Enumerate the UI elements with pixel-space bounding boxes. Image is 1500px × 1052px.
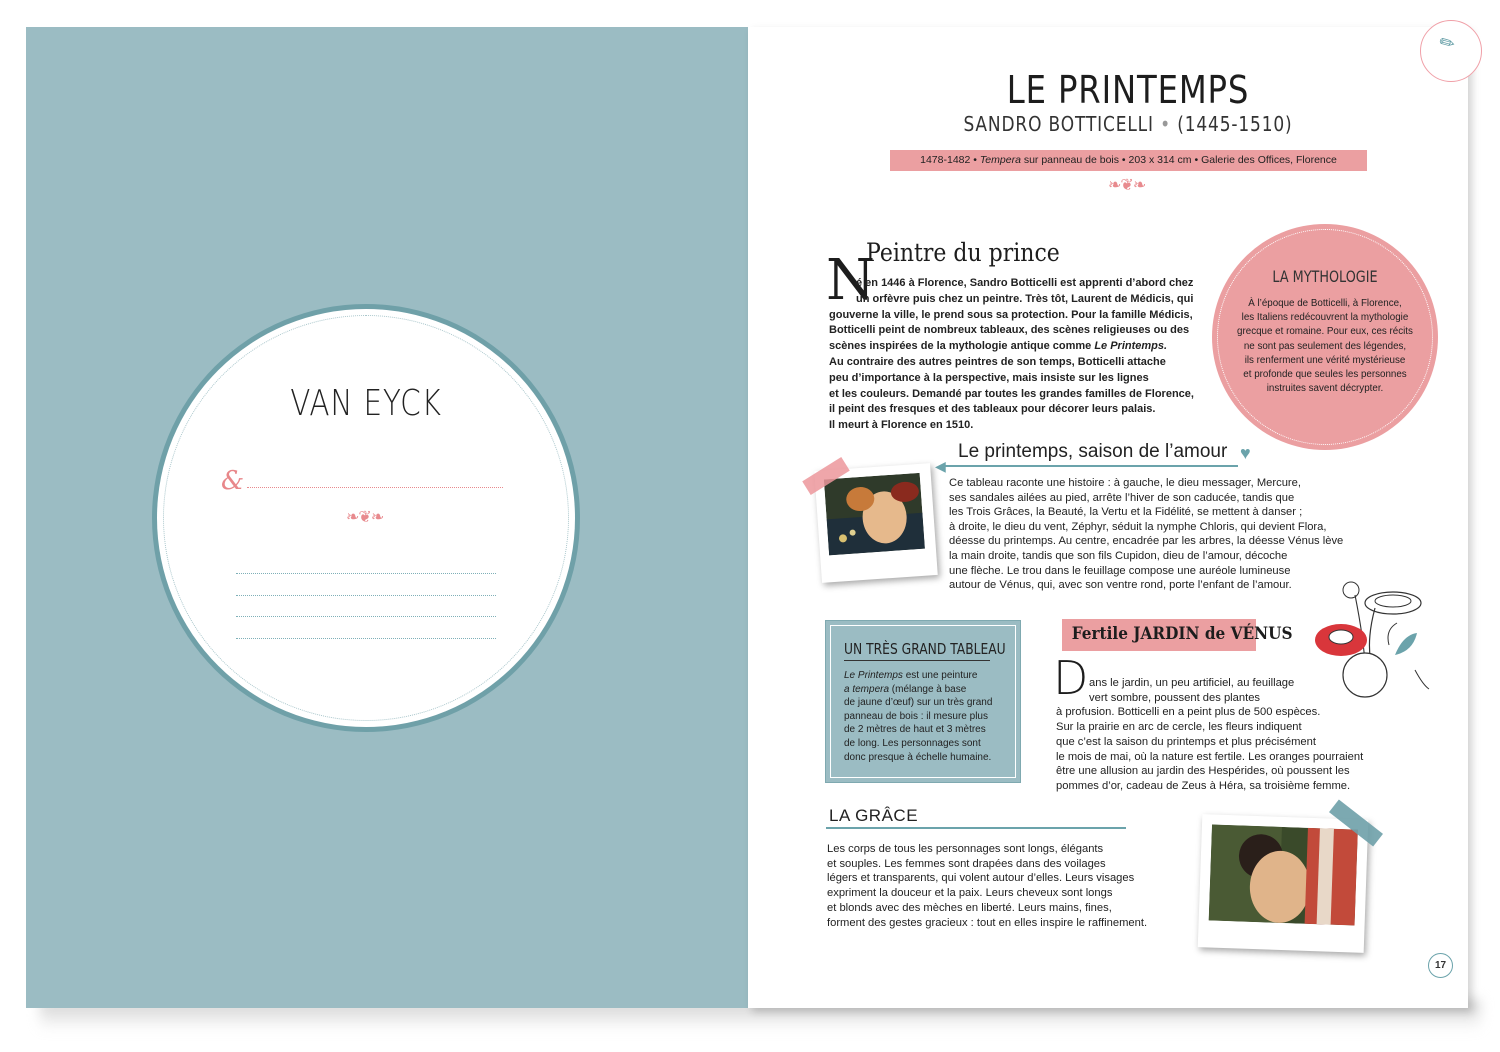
text-line: les Italiens redécouvrent la mythologie xyxy=(1241,312,1409,324)
artwork-technique-italic: Tempera xyxy=(979,154,1021,166)
page-number: 17 xyxy=(1428,953,1453,978)
text-line: et les couleurs. Demandé par toutes les grandes familles de Florence, xyxy=(829,387,1194,400)
dropcap: D xyxy=(1053,651,1089,705)
arrow-left-icon: ◀ xyxy=(935,458,946,474)
text-line: à profusion. Botticelli en a peint plus de 500 espèces. xyxy=(1056,706,1321,719)
text-line: légers et transparents, qui volent autour d’elles. Leurs visages xyxy=(827,872,1135,885)
artist-line xyxy=(805,112,1451,136)
text-line: donc presque à échelle humaine. xyxy=(844,751,992,763)
artist-name: SANDRO BOTTICELLI xyxy=(963,112,1154,136)
write-line[interactable] xyxy=(236,573,496,574)
heading-underline xyxy=(942,465,1238,467)
text-line: Botticelli peint de nombreux tableaux, des scènes religieuses ou des xyxy=(829,324,1190,337)
text-line: Sur la prairie en arc de cercle, les fleurs indiquent xyxy=(1056,721,1302,734)
artwork-location: Galerie des Offices, Florence xyxy=(1201,154,1337,166)
artwork-title-italic: Le Printemps xyxy=(844,670,903,681)
text-line: gouverne la ville, le prend sous sa protection. Pour la famille Médicis, xyxy=(829,308,1193,321)
text-line: Au contraire des autres peintres de son temps, Botticelli attache xyxy=(829,355,1166,368)
grand-tableau-title: UN TRÈS GRAND TABLEAU xyxy=(844,640,1006,658)
brush-icon: ✎ xyxy=(1435,30,1459,56)
text-line: que c’est la saison du printemps et plus précisément xyxy=(1056,735,1316,748)
text-line: la main droite, tandis que son fils Cupidon, dieu de l’amour, décoche xyxy=(949,549,1288,562)
text-line: une flèche. Le trou dans le feuillage compose une auréole lumineuse xyxy=(949,564,1291,577)
text-line: panneau de bois : il mesure plus xyxy=(844,710,988,722)
fertile-title: Fertile JARDIN de VÉNUS xyxy=(1071,624,1293,644)
text-line: expriment la douceur et la paix. Leurs cheveux sont longs xyxy=(827,887,1113,900)
text-line: de jaune d’œuf) sur un très grand xyxy=(844,697,993,709)
info-separator: • xyxy=(1191,154,1202,166)
text-line: le mois de mai, où la nature est fertile. Les oranges pourraient xyxy=(1056,750,1364,763)
text-line: peu d’importance à la perspective, mais insiste sur les lignes xyxy=(829,371,1149,384)
text-line: et blonds avec des mèches en liberté. Leurs mains, fines, xyxy=(827,901,1112,914)
text-line: les Trois Grâces, la Beauté, la Vertu et la Fidélité, se mettent à danser ; xyxy=(949,506,1303,519)
flower-illustration-icon xyxy=(1305,575,1435,700)
text-line: Ce tableau raconte une histoire : à gauche, le dieu messager, Mercure, xyxy=(949,477,1301,489)
text-line: Il meurt à Florence en 1510. xyxy=(829,419,974,432)
text-line: et profonde que seules les personnes xyxy=(1243,369,1407,381)
section-heading-saison: Le printemps, saison de l’amour xyxy=(958,441,1228,462)
mythologie-title: LA MYTHOLOGIE xyxy=(1272,267,1378,286)
grand-tableau-text xyxy=(844,669,1014,764)
artwork-title-italic: Le Printemps. xyxy=(1094,340,1168,353)
text-line: grecque et romaine. Pour eux, ces récits xyxy=(1237,326,1413,338)
text-line-part: scènes inspirées de la mythologie antique comme xyxy=(829,340,1095,353)
title-underline xyxy=(844,660,990,661)
write-line[interactable] xyxy=(236,616,496,617)
left-page-title: VAN EYCK xyxy=(290,383,442,424)
cupid-painting-image xyxy=(824,473,925,556)
heart-icon: ♥ xyxy=(1240,443,1251,463)
peintre-paragraph xyxy=(829,276,1194,434)
text-line xyxy=(844,683,1014,697)
text-line: et souples. Les femmes sont drapées dans des voilages xyxy=(827,857,1106,870)
artwork-years: 1478-1482 xyxy=(920,154,971,166)
text-line: instruites savent décrypter. xyxy=(1266,383,1384,395)
info-separator: • xyxy=(970,154,980,166)
heading-underline xyxy=(826,827,1126,829)
text-line: é en 1446 à Florence, Sandro Botticelli est apprenti d’abord chez xyxy=(856,277,1194,289)
text-line: un orfèvre puis chez un peintre. Très tôt, Laurent de Médicis, qui xyxy=(856,292,1194,305)
text-line: de 2 mètres de haut et 3 mètres xyxy=(844,724,986,736)
text-line-part: est une peinture xyxy=(902,670,978,681)
grace-paragraph xyxy=(827,842,1177,930)
text-line: ne sont pas seulement des légendes, xyxy=(1243,340,1407,352)
title-write-line[interactable] xyxy=(247,487,503,488)
section-heading-grace: LA GRÂCE xyxy=(829,806,919,825)
artwork-info-bar xyxy=(890,150,1367,171)
text-line: de long. Les personnages sont xyxy=(844,737,981,749)
ampersand: & xyxy=(221,466,245,496)
text-line: forment des gestes gracieux : tout en elles inspire le raffinement. xyxy=(827,916,1148,929)
text-line: déesse du printemps. Au centre, encadrée par les arbres, la déesse Vénus lève xyxy=(949,535,1344,548)
text-line xyxy=(829,339,1194,355)
write-line[interactable] xyxy=(236,638,496,639)
text-line: ses sandales ailées au pied, arrête l’hiver de son caducée, tandis que xyxy=(949,491,1295,504)
grace-painting-image xyxy=(1209,824,1358,925)
page-title: LE PRINTEMPS xyxy=(1006,68,1250,112)
text-line: il peint des fresques et des tableaux pour décorer leurs palais. xyxy=(829,403,1156,416)
artist-dates: (1445-1510) xyxy=(1177,112,1293,136)
text-line xyxy=(844,669,1014,683)
text-line: pommes d’or, cadeau de Zeus à Héra, sa troisième femme. xyxy=(1056,779,1351,792)
dropcap: N xyxy=(826,248,875,313)
text-line: à droite, le dieu du vent, Zéphyr, séduit la nymphe Chloris, qui devient Flora, xyxy=(949,520,1327,533)
technique-italic: a tempera xyxy=(844,683,890,695)
text-line: ans le jardin, un peu artificiel, au feuillage xyxy=(1089,677,1295,689)
mythologie-text xyxy=(1225,297,1425,396)
section-heading-peintre: Peintre du prince xyxy=(866,238,1060,267)
text-line: À l’époque de Botticelli, à Florence, xyxy=(1248,298,1402,309)
text-line: autour de Vénus, qui, avec son ventre rond, porte l’enfant de l’amour. xyxy=(949,579,1292,592)
artwork-technique: sur panneau de bois xyxy=(1020,154,1119,166)
text-line: être une allusion au jardin des Hespérides, où poussent les xyxy=(1056,765,1350,778)
text-line-part: (mélange à base xyxy=(889,683,967,695)
artwork-dimensions: 203 x 314 cm xyxy=(1128,154,1192,166)
ornament-icon: ❧❦❧ xyxy=(346,509,384,526)
text-line: Les corps de tous les personnages sont longs, élégants xyxy=(827,843,1104,855)
text-line: ils renferment une vérité mystérieuse xyxy=(1244,354,1406,366)
info-separator: • xyxy=(1119,154,1129,166)
ornament-icon: ❧❦❧ xyxy=(1108,177,1146,194)
write-line[interactable] xyxy=(236,595,496,596)
polaroid-photo-grace[interactable] xyxy=(1198,814,1369,953)
text-line: vert sombre, poussent des plantes xyxy=(1089,691,1261,704)
artist-separator: • xyxy=(1160,112,1171,136)
